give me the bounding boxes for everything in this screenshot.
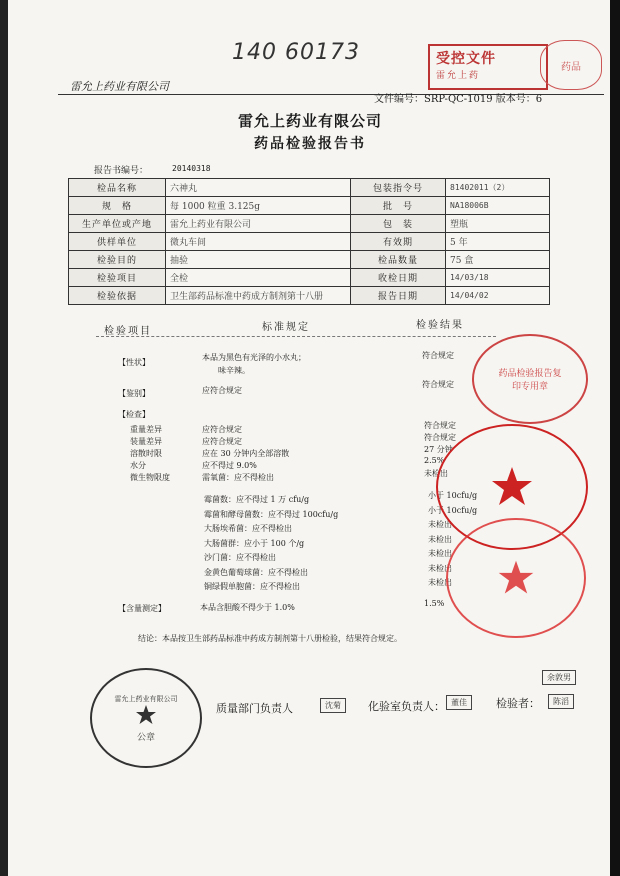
pack-label: 包 装 [351, 215, 446, 233]
conclusion: 结论：本品按卫生部药品标准中药成方制剂第十八册检验，结果符合规定。 [138, 634, 402, 643]
check-item-standard: 应在 30 分钟内全部溶散 [202, 449, 290, 458]
batch-label: 批 号 [351, 197, 446, 215]
batch-value: NA18006B [446, 197, 550, 215]
red-star-seal-2 [446, 518, 586, 638]
micro-item-result: 未检出 [428, 578, 452, 587]
supplier-label: 供样单位 [69, 233, 166, 251]
micro-item-result: 未检出 [428, 563, 452, 573]
purpose-label: 检验目的 [69, 251, 166, 269]
qa-signature: 沈菊 [320, 698, 346, 713]
micro-item-standard: 大肠菌群：应小于 100 个/g [204, 538, 305, 548]
check-item-name: 微生物限度 [130, 473, 170, 482]
spec-label: 规 格 [69, 197, 166, 215]
qty-value: 75 盒 [446, 251, 550, 269]
content-result: 1.5% [424, 599, 445, 608]
copy-seal-text: 药品检验报告复印专用章 [498, 369, 562, 392]
title-report: 药品检验报告书 [254, 136, 366, 152]
col-divider [96, 336, 496, 337]
side-seal [540, 40, 602, 90]
report-number: 20140318 [172, 164, 211, 173]
inspector-label: 检验者： [496, 697, 540, 710]
check-item-result: 2.5% [424, 456, 445, 465]
handwritten-number: 140 60173 [232, 40, 360, 65]
supplier-value: 微丸车间 [166, 233, 351, 251]
company-seal-text: 公章 [136, 732, 155, 743]
company-seal-ring: 雷允上药业有限公司 [114, 694, 178, 703]
check-item-standard: 应符合规定 [202, 425, 242, 434]
company-header: 雷允上药业有限公司 [70, 80, 169, 93]
basis-value: 卫生部药品标准中药成方制剂第十八册 [166, 287, 351, 305]
recv-value: 14/03/18 [446, 269, 550, 287]
micro-item-result: 未检出 [428, 549, 452, 558]
name-value: 六神丸 [166, 179, 351, 197]
recv-label: 收检日期 [351, 269, 446, 287]
check-item-name: 水分 [130, 461, 146, 470]
purpose-value: 抽验 [166, 251, 351, 269]
check-item-name: 溶散时限 [130, 449, 162, 458]
check-item-result: 未检出 [424, 469, 448, 478]
col-result: 检验结果 [416, 320, 464, 331]
star-icon [135, 704, 157, 726]
order-value: 81402011（2） [446, 179, 550, 197]
pack-value: 塑瓶 [446, 215, 550, 233]
content-standard: 本品含胆酸不得少于 1.0% [200, 603, 295, 612]
micro-item-result: 小于 10cfu/g [428, 491, 478, 500]
identify-result: 符合规定 [422, 380, 454, 389]
micro-item-standard: 霉菌数：应不得过 1 万 cfu/g [204, 495, 310, 504]
valid-value: 5 年 [446, 233, 550, 251]
info-table [68, 178, 550, 305]
micro-item-standard: 霉菌和酵母菌数：应不得过 100cfu/g [204, 509, 339, 519]
lab-signature: 董佳 [446, 695, 472, 710]
micro-item-result: 小于 10cfu/g [428, 505, 478, 515]
identify-label: 【鉴别】 [118, 389, 150, 398]
star-icon [490, 465, 534, 509]
check-item-standard: 需氧菌：应不得检出 [202, 473, 274, 482]
micro-item-standard: 铜绿假单胞菌：应不得检出 [204, 582, 300, 591]
valid-label: 有效期 [351, 233, 446, 251]
report-date-value: 14/04/02 [446, 287, 550, 305]
controlled-file-title: 受控文件 [436, 51, 496, 67]
col-item: 检验项目 [104, 326, 152, 337]
check-item-result: 符合规定 [424, 421, 456, 430]
basis-label: 检验依据 [69, 287, 166, 305]
scan-edge-right [610, 0, 620, 876]
maker-label: 生产单位或产地 [69, 215, 166, 233]
inspector-signature: 陈滔 [548, 694, 574, 709]
star-icon [497, 559, 535, 597]
side-seal-text: 药品 [561, 61, 581, 73]
qa-label: 质量部门负责人 [216, 702, 293, 715]
traits-result: 符合规定 [422, 351, 454, 360]
scan-edge-left [0, 0, 8, 876]
controlled-file-stamp [428, 44, 548, 90]
spec-value: 每 1000 粒重 3.125g [166, 197, 351, 215]
check-item-result: 符合规定 [424, 433, 456, 442]
copy-seal [472, 334, 588, 424]
file-number: 文件编号：SRP-QC-1019 版本号：6 [374, 94, 543, 105]
micro-item-result: 未检出 [428, 520, 452, 529]
traits-standard-1: 本品为黑色有光泽的小水丸； [202, 353, 306, 362]
check-label: 【检查】 [118, 410, 150, 419]
content-label: 【含量测定】 [118, 604, 166, 613]
check-item-standard: 应符合规定 [202, 437, 242, 446]
items-label: 检验项目 [69, 269, 166, 287]
traits-standard-2: 味辛辣。 [218, 366, 250, 375]
micro-item-standard: 沙门菌：应不得检出 [204, 553, 276, 562]
micro-item-result: 未检出 [428, 534, 452, 544]
order-label: 包装指令号 [351, 179, 446, 197]
micro-item-standard: 金黄色葡萄球菌：应不得检出 [204, 567, 308, 577]
name-label: 检品名称 [69, 179, 166, 197]
maker-value: 雷允上药业有限公司 [166, 215, 351, 233]
title-company: 雷允上药业有限公司 [237, 112, 382, 130]
reviewer-signature: 余敦男 [542, 670, 576, 685]
identify-standard: 应符合规定 [202, 386, 242, 395]
check-item-result: 27 分钟 [424, 445, 453, 454]
check-item-standard: 应不得过 9.0% [202, 461, 257, 470]
traits-label: 【性状】 [118, 358, 150, 367]
company-seal [90, 668, 202, 768]
qty-label: 检品数量 [351, 251, 446, 269]
items-value: 全检 [166, 269, 351, 287]
report-date-label: 报告日期 [351, 287, 446, 305]
micro-item-standard: 大肠埃希菌：应不得检出 [204, 524, 292, 533]
controlled-file-company: 雷允上药 [436, 71, 481, 81]
col-standard: 标准规定 [262, 322, 310, 333]
check-item-name: 装量差异 [130, 437, 162, 446]
report-number-label: 报告书编号： [94, 166, 149, 176]
lab-label: 化验室负责人： [368, 700, 445, 713]
check-item-name: 重量差异 [130, 425, 162, 434]
